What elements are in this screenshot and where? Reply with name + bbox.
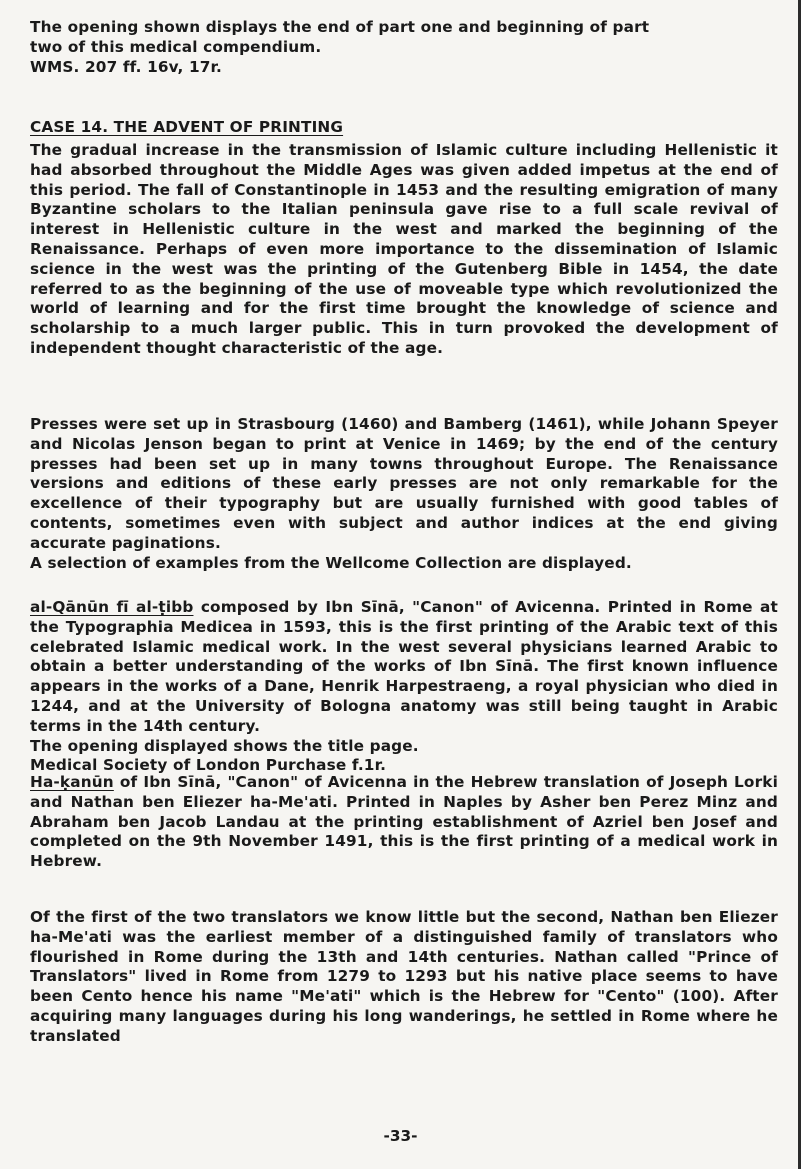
paragraph-translators: Of the first of the two translators we know little but the second, Nathan ben Eliezer ha-Me'ati was the earliest member of a distinguished family of translators who flourished in Rome during the 13th and 14th centuries. Nathan called "Prince of Translators" lived in Rome from 1279 to 1293 but his native place seems to have been Cento hence his name "Me'ati" which is the Hebrew for "Cento" (100). After acquiring many languages during his long wanderings, he settled in Rome where he translated: [30, 908, 778, 1045]
paragraph-qanun: [30, 598, 778, 776]
paragraph-selection-note: A selection of examples from the Wellcome Collection are displayed.: [30, 553, 632, 572]
intro-block: [30, 18, 778, 77]
paragraph-ha-kanun-text: of Ibn Sīnā, "Canon" of Avicenna in the Hebrew translation of Joseph Lorki and Nathan ben Eliezer ha-Me'ati. Printed in Naples by Asher ben Perez Minz and Abraham ben Jacob Landau at the printing establishment of Azriel ben Josef and completed on the 9th November 1491, this is the first printing of a medical work in Hebrew.: [30, 773, 778, 871]
paragraph-gradual-increase: The gradual increase in the transmission of Islamic culture including Hellenistic it had absorbed throughout the Middle Ages was given added impetus at the end of this period. The fall of Constantinople in 1453 and the resulting emigration of many Byzantine scholars to the Italian peninsula gave rise to a full scale revival of interest in Hellenistic culture in the west and marked the beginning of the Renaissance. Perhaps of even more importance to the dissemination of Islamic science in the west was the printing of the Gutenberg Bible in 1454, the date referred to as the beginning of the use of moveable type which revolutionized the world of learning and for the first time brought the knowledge of science and scholarship to a much larger public. This in turn provoked the development of independent thought characteristic of the age.: [30, 141, 778, 357]
paragraph-qanun-body: [30, 598, 778, 737]
page-number: -33-: [383, 1127, 418, 1145]
paragraph-qanun-text: composed by Ibn Sīnā, "Canon" of Avicenna. Printed in Rome at the Typographia Medicea in 1593, this is the first printing of the Arabic text of this celebrated Islamic medical work. In the west several physicians learned Arabic to obtain a better understanding of the works of Ibn Sīnā. The first known influence appears in the works of a Dane, Henrik Harpestraeng, a royal physician who died in 1244, and at the University of Bologna anatomy was still being taught in Arabic terms in the 14th century.: [30, 598, 778, 735]
paragraph-qanun-opening: The opening displayed shows the title page.: [30, 736, 419, 755]
book-title-ha-kanun: Ha-ḳanūn: [30, 773, 114, 791]
case-heading: CASE 14. THE ADVENT OF PRINTING: [30, 118, 344, 136]
paragraph-presses-body: Presses were set up in Strasbourg (1460) and Bamberg (1461), while Johann Speyer and Nicolas Jenson began to print at Venice in 1469; by the end of the century presses had been set up in many towns throughout Europe. The Renaissance versions and editions of these early presses are not only remarkable for the excellence of their typography but are usually furnished with good tables of contents, sometimes even with subject and author indices at the end giving accurate paginations.: [30, 415, 778, 552]
intro-line-3: WMS. 207 ff. 16v, 17r.: [30, 57, 223, 76]
intro-line-1: The opening shown displays the end of part one and beginning of part: [30, 18, 650, 36]
paragraph-qanun-shelfmark: Medical Society of London Purchase f.1r.: [30, 756, 387, 775]
paragraph-presses: [30, 415, 778, 573]
paragraph-ha-kanun-body: [30, 773, 778, 872]
paragraph-ha-kanun: [30, 773, 778, 872]
intro-line-2: two of this medical compendium.: [30, 37, 322, 56]
book-title-qanun: al-Qānūn fī al-ṭibb: [30, 598, 194, 616]
